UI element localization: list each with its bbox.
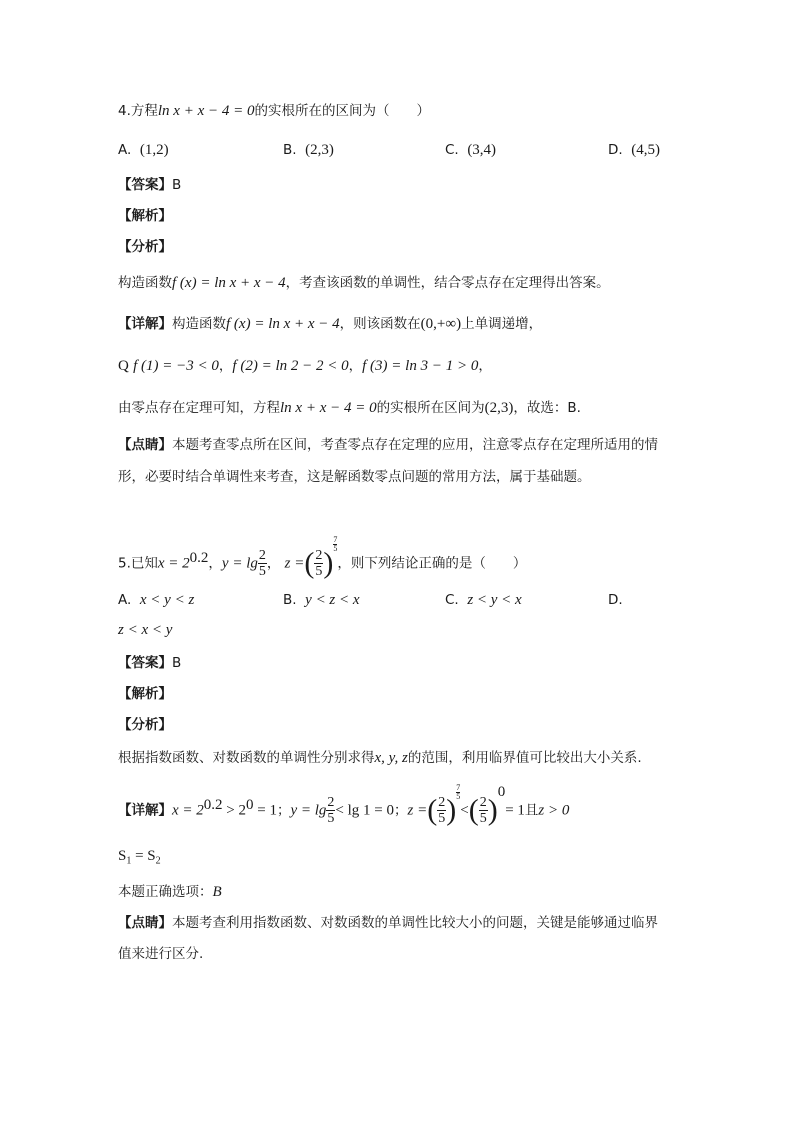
left-paren: ( bbox=[427, 793, 438, 827]
q5-s-line bbox=[118, 846, 161, 872]
equation: f (1) = −3 < 0 bbox=[133, 358, 219, 374]
and-text: 且 bbox=[524, 802, 539, 819]
expr: = 1 bbox=[505, 802, 525, 819]
q4-stem-suffix: 的实根所在的区间为（ ） bbox=[254, 103, 430, 119]
text: 根据指数函数、对数函数的单调性分别求得 bbox=[118, 750, 375, 766]
text: 本题考查利用指数函数、对数函数的单调性比较大小的问题，关键是能够通过临界 bbox=[172, 915, 658, 931]
option-label: C. bbox=[445, 142, 459, 158]
denominator: 5 bbox=[258, 564, 266, 579]
y-def: y = lg bbox=[221, 555, 258, 572]
answer-value: B bbox=[172, 177, 182, 193]
denominator: 5 bbox=[438, 811, 446, 826]
detail-tag: 【详解】 bbox=[118, 316, 172, 332]
equation: f (x) = ln x + x − 4 bbox=[172, 275, 286, 291]
q5-fenxi-tag: 【分析】 bbox=[118, 717, 172, 733]
z-positive: z > 0 bbox=[538, 802, 570, 819]
therefore-symbol: Q bbox=[118, 358, 129, 374]
q4-answer bbox=[118, 175, 181, 195]
equation: ln x + x − 4 = 0 bbox=[280, 400, 377, 416]
sep: ； bbox=[276, 802, 291, 819]
less-than: < bbox=[460, 802, 469, 819]
denominator: 5 bbox=[333, 544, 338, 553]
denominator: 5 bbox=[315, 564, 323, 579]
q4-analysis-tag: 【解析】 bbox=[118, 208, 172, 224]
x-def: x = 2 bbox=[157, 555, 190, 572]
numerator: 2 bbox=[258, 548, 266, 563]
option-value: (3,4) bbox=[467, 142, 497, 158]
option-value: x < y < z bbox=[139, 592, 195, 608]
q5-option-b bbox=[283, 590, 360, 610]
exponent: 0 bbox=[497, 784, 506, 800]
denominator: 5 bbox=[479, 811, 487, 826]
q4-stem bbox=[118, 101, 430, 121]
expr: = S bbox=[131, 848, 156, 864]
q5-option-d-value bbox=[118, 620, 172, 640]
text: 本题正确选项： bbox=[118, 884, 213, 900]
right-paren: ) bbox=[446, 793, 457, 827]
exponent: 0 bbox=[246, 797, 254, 813]
right-paren: ) bbox=[487, 793, 498, 827]
dianjing-tag: 【点睛】 bbox=[118, 915, 172, 931]
option-label: A. bbox=[118, 592, 132, 608]
s-symbol: S bbox=[118, 848, 127, 864]
q5-dianjing-line1 bbox=[118, 913, 658, 933]
right-paren: ) bbox=[323, 546, 334, 580]
q4-detail-line2 bbox=[118, 356, 492, 376]
text: ，则该函数在 bbox=[339, 316, 421, 332]
sep: ， bbox=[218, 358, 233, 374]
numerator: 2 bbox=[438, 795, 446, 810]
option-value: y < z < x bbox=[305, 592, 360, 608]
text: 本题考查零点所在区间，考查零点存在定理的应用，注意零点存在定理所适用的情 bbox=[172, 437, 658, 453]
q5-stem bbox=[118, 535, 527, 584]
q4-option-b bbox=[283, 140, 334, 160]
option-value: (1,2) bbox=[139, 142, 169, 158]
numerator: 2 bbox=[327, 795, 335, 810]
z-exponent bbox=[333, 536, 337, 553]
option-value: (4,5) bbox=[631, 142, 661, 158]
q5-option-a bbox=[118, 590, 194, 610]
exponent: 0.2 bbox=[203, 797, 223, 813]
q4-option-a bbox=[118, 140, 169, 160]
text: 的实根所在区间为 bbox=[376, 400, 485, 416]
sep: ， bbox=[266, 555, 281, 572]
text: 构造函数 bbox=[118, 275, 172, 291]
sep: ， bbox=[478, 358, 492, 374]
z-exponent bbox=[456, 784, 460, 801]
q4-dianjing-line1 bbox=[118, 435, 658, 455]
left-paren: ( bbox=[304, 546, 315, 580]
sep: ， bbox=[348, 358, 363, 374]
q5-dianjing-line2: 值来进行区分. bbox=[118, 946, 204, 962]
option-label: C. bbox=[445, 592, 459, 608]
option-label: A. bbox=[118, 142, 132, 158]
q5-conclusion bbox=[118, 882, 222, 902]
q5-detail bbox=[118, 782, 569, 834]
equation: f (2) = ln 2 − 2 < 0 bbox=[232, 358, 349, 374]
text: ，故选：B. bbox=[513, 400, 581, 416]
interval: (0,+∞) bbox=[420, 316, 462, 332]
left-paren: ( bbox=[468, 793, 479, 827]
q5-analysis-tag: 【解析】 bbox=[118, 686, 172, 702]
expr: = 1 bbox=[253, 802, 277, 819]
subscript: 1 bbox=[126, 855, 132, 867]
q4-option-d bbox=[608, 140, 660, 160]
answer-tag: 【答案】 bbox=[118, 655, 172, 671]
q4-detail-line1 bbox=[118, 314, 542, 334]
q5-option-c bbox=[445, 590, 522, 610]
text: 构造函数 bbox=[172, 316, 226, 332]
exponent: 0.2 bbox=[189, 550, 209, 566]
z-def: z = bbox=[284, 555, 305, 572]
q4-fenxi-tag: 【分析】 bbox=[118, 239, 172, 255]
fraction-2-5 bbox=[437, 795, 446, 826]
vars: x, y, z bbox=[374, 750, 408, 766]
answer-tag: 【答案】 bbox=[118, 177, 172, 193]
subscript: 2 bbox=[155, 855, 161, 867]
option-value: (2,3) bbox=[305, 142, 334, 158]
q4-option-c bbox=[445, 140, 496, 160]
option-label: D. bbox=[608, 142, 623, 158]
numerator: 2 bbox=[479, 795, 487, 810]
stem-prefix: 5.已知 bbox=[118, 555, 158, 572]
numerator: 7 bbox=[333, 535, 338, 544]
q5-fenxi-text bbox=[118, 748, 642, 768]
q4-fenxi-text bbox=[118, 273, 610, 293]
option-value: z < x < y bbox=[118, 622, 173, 638]
x-expr: x = 2 bbox=[172, 802, 204, 819]
numerator: 7 bbox=[456, 783, 461, 792]
expr: < lg 1 = 0 bbox=[335, 802, 395, 819]
option-label: D. bbox=[608, 592, 623, 608]
answer-value: B bbox=[212, 884, 222, 900]
z-expr: z = bbox=[407, 802, 428, 819]
q4-stem-prefix: 4.方程 bbox=[118, 103, 158, 119]
fraction-2-5 bbox=[258, 548, 267, 579]
text: 由零点存在定理可知，方程 bbox=[118, 400, 280, 416]
option-label: B. bbox=[283, 592, 297, 608]
detail-tag: 【详解】 bbox=[118, 802, 172, 819]
text: ，考查该函数的单调性，结合零点存在定理得出答案。 bbox=[285, 275, 610, 291]
option-label: B. bbox=[283, 142, 297, 158]
answer-value: B bbox=[172, 655, 182, 671]
stem-suffix: ，则下列结论正确的是（ ） bbox=[337, 555, 527, 572]
sep: ， bbox=[208, 555, 222, 572]
q5-option-d bbox=[608, 590, 623, 610]
dianjing-tag: 【点睛】 bbox=[118, 437, 172, 453]
text: 的范围，利用临界值可比较出大小关系. bbox=[407, 750, 642, 766]
fraction-2-5 bbox=[479, 795, 488, 826]
numerator: 2 bbox=[315, 548, 323, 563]
q4-detail-line3 bbox=[118, 398, 581, 418]
option-value: z < y < x bbox=[467, 592, 522, 608]
q4-stem-equation: ln x + x − 4 = 0 bbox=[157, 103, 255, 119]
q4-dianjing-line2: 形，必要时结合单调性来考查，这是解函数零点问题的常用方法，属于基础题。 bbox=[118, 469, 591, 485]
interval: (2,3) bbox=[484, 400, 514, 416]
text: 上单调递增， bbox=[461, 316, 543, 332]
expr: > 2 bbox=[222, 802, 246, 819]
sep: ； bbox=[394, 802, 408, 819]
denominator: 5 bbox=[456, 792, 461, 801]
equation: f (x) = ln x + x − 4 bbox=[226, 316, 340, 332]
equation: f (3) = ln 3 − 1 > 0 bbox=[362, 358, 479, 374]
q5-answer bbox=[118, 653, 181, 673]
y-expr: y = lg bbox=[290, 802, 327, 819]
denominator: 5 bbox=[327, 811, 335, 826]
